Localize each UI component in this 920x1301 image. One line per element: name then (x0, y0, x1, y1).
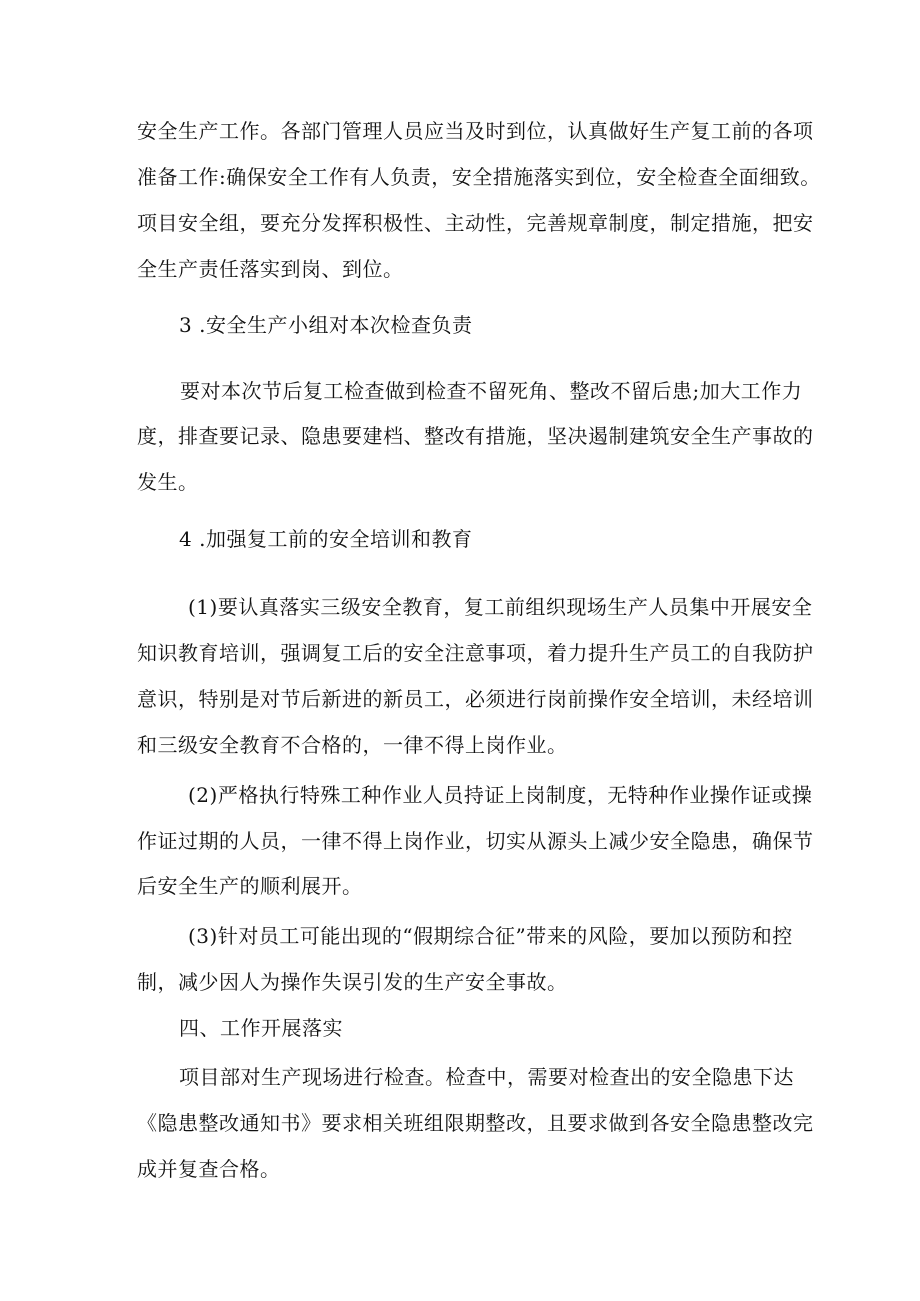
item-1-line-2: 知识教育培训，强调复工后的安全注意事项，着力提升生产员工的自我防护 (137, 641, 814, 665)
paragraph-3-line-3: 发生。 (137, 470, 199, 494)
item-3-line-1: (3)针对员工可能出现的“假期综合征”带来的风险，要加以预防和控 (188, 924, 793, 948)
intro-line-4: 全生产责任落实到岗、到位。 (137, 257, 404, 281)
section-heading-4: 4 .加强复工前的安全培训和教育 (179, 527, 473, 551)
item-1-line-1: (1)要认真落实三级安全教育，复工前组织现场生产人员集中开展安全 (188, 595, 813, 619)
intro-line-1: 安全生产工作。各部门管理人员应当及时到位，认真做好生产复工前的各项 (137, 119, 814, 143)
item-3-line-2: 制，减少因人为操作失误引发的生产安全事故。 (137, 970, 568, 994)
section-4-line-3: 成并复查合格。 (137, 1157, 281, 1181)
section-heading-3: 3 .安全生产小组对本次检查负责 (179, 313, 473, 337)
item-2-line-2: 作证过期的人员，一律不得上岗作业，切实从源头上减少安全隐患，确保节 (137, 829, 814, 853)
section-4-line-1: 项目部对生产现场进行检查。检查中，需要对检查出的安全隐患下达 (179, 1065, 794, 1089)
section-4-line-2: 《隐患整改通知书》要求相关班组限期整改，且要求做到各安全隐患整改完 (137, 1111, 814, 1135)
intro-line-3: 项目安全组，要充分发挥积极性、主动性，完善规章制度，制定措施，把安 (137, 211, 814, 235)
section-heading-four: 四、工作开展落实 (179, 1016, 343, 1040)
item-2-line-1: (2)严格执行特殊工种作业人员持证上岗制度，无特种作业操作证或操 (188, 783, 813, 807)
paragraph-3-line-1: 要对本次节后复工检查做到检查不留死角、整改不留后患;加大工作力 (180, 379, 803, 403)
paragraph-3-line-2: 度，排查要记录、隐患要建档、整改有措施，坚决遏制建筑安全生产事故的 (137, 424, 814, 448)
item-1-line-4: 和三级安全教育不合格的，一律不得上岗作业。 (137, 733, 568, 757)
intro-line-2: 准备工作:确保安全工作有人负责，安全措施落实到位，安全检查全面细致。 (137, 165, 821, 189)
item-1-line-3: 意识，特别是对节后新进的新员工，必须进行岗前操作安全培训，未经培训 (137, 687, 814, 711)
item-2-line-3: 后安全生产的顺利展开。 (137, 874, 363, 898)
